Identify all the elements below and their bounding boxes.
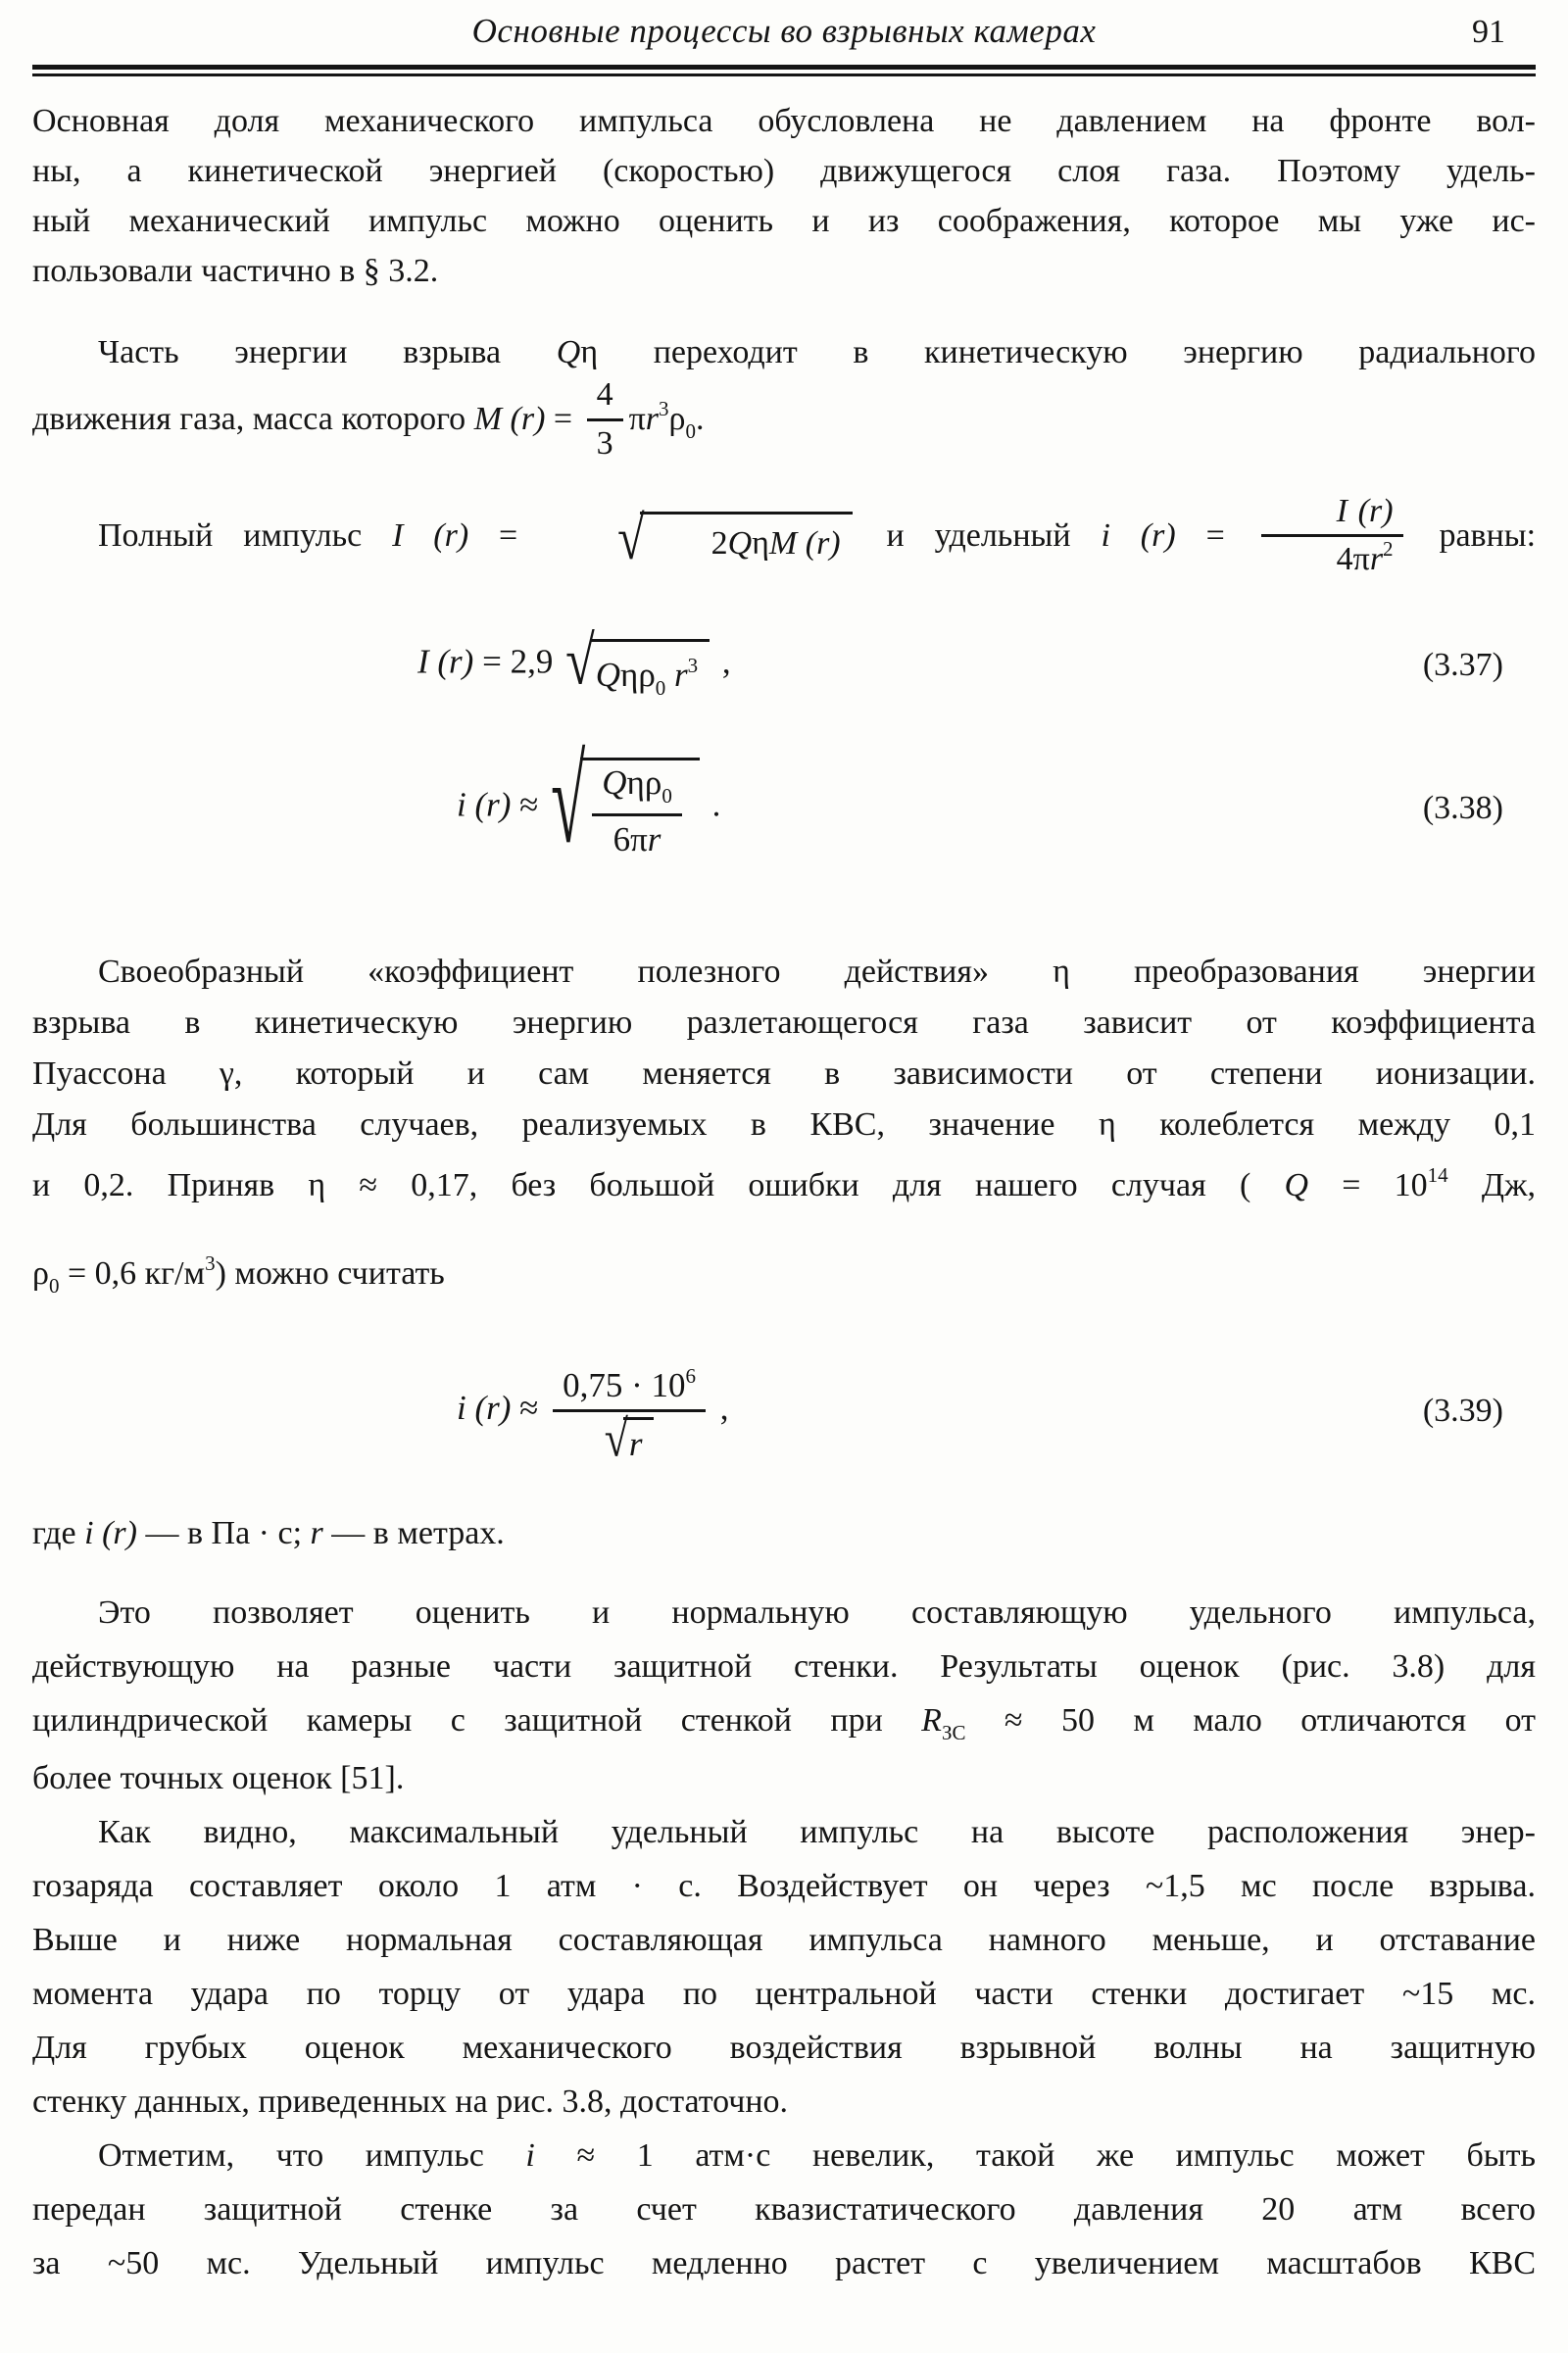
running-title: Основные процессы во взрывных камерах bbox=[471, 12, 1097, 50]
math-symbol: ρ bbox=[32, 1255, 49, 1293]
text-run: Отметим, что импульс bbox=[98, 2137, 484, 2175]
text-run: η переходит в кинетическую энергию радиального bbox=[580, 334, 1537, 370]
fraction bbox=[592, 762, 682, 860]
text-line bbox=[32, 1049, 1536, 1100]
superscript: 3 bbox=[658, 397, 669, 421]
math-var: r bbox=[310, 1515, 323, 1552]
text-line bbox=[32, 1100, 1536, 1151]
approx-sign: ≈ bbox=[519, 1389, 539, 1428]
superscript: 2 bbox=[1383, 537, 1394, 562]
text-run: за ~50 мс. Удельный импульс медленно растет с увеличением масштабов КВС bbox=[32, 2245, 1536, 2282]
text-run: и 0,2. Приняв η ≈ 0,17, без большой ошибки для нашего случая ( bbox=[32, 1167, 1251, 1204]
radicand: Qηρ$_0$ $r^3$ bbox=[590, 639, 710, 695]
equation-number: (3.39) bbox=[1422, 1393, 1503, 1430]
paragraph-5 bbox=[32, 1586, 1536, 1805]
equals-sign: = bbox=[553, 401, 573, 438]
radicand bbox=[640, 512, 853, 568]
math-var: i (r) bbox=[1101, 516, 1176, 554]
formula bbox=[457, 732, 721, 869]
text-run: и удельный bbox=[886, 516, 1071, 554]
text-run: Для грубых оценок механического воздействия взрывной волны на защитную bbox=[32, 2030, 1536, 2067]
fraction bbox=[553, 1355, 706, 1468]
paragraph-1 bbox=[32, 96, 1536, 296]
subscript: ЗС bbox=[941, 1721, 966, 1745]
text-line bbox=[32, 327, 1536, 377]
math-var: Q bbox=[1284, 1167, 1309, 1204]
text-line bbox=[32, 146, 1536, 196]
subscript: 0 bbox=[662, 784, 672, 809]
punctuation: . bbox=[711, 785, 721, 824]
denominator bbox=[553, 1409, 706, 1468]
math-var: I (r) bbox=[417, 642, 474, 681]
text-line bbox=[32, 1805, 1536, 1859]
math-symbol: ρ bbox=[668, 401, 686, 438]
subscript: 0 bbox=[48, 1274, 60, 1299]
equals-sign: = 2,9 bbox=[482, 642, 554, 681]
text-line bbox=[32, 1967, 1536, 2021]
text-run: Для большинства случаев, реализуемых в КВС, значение η колеблется между 0,1 bbox=[32, 1106, 1536, 1144]
text-run: Выше и ниже нормальная составляющая импульса намного меньше, и отставание bbox=[32, 1922, 1536, 1959]
text-run: Это позволяет оценить и нормальную составляющую удельного импульса, bbox=[98, 1594, 1536, 1632]
page-header bbox=[0, 12, 1568, 61]
radical-sign: √ bbox=[617, 503, 645, 572]
text-run: ≈ 1 атм·с невелик, такой же импульс может быть bbox=[576, 2137, 1537, 2175]
math-var: Q bbox=[727, 524, 753, 562]
equals-sign: = 10 bbox=[1342, 1167, 1428, 1204]
equation-number: (3.37) bbox=[1422, 646, 1503, 683]
text-run: Своеобразный «коэффициент полезного действия» η преобразования энергии bbox=[98, 954, 1536, 991]
math-coef: 2 bbox=[710, 524, 728, 562]
text-line bbox=[32, 246, 1536, 296]
text-run: — в метрах. bbox=[331, 1515, 505, 1552]
text-run: взрыва в кинетическую энергию разлетающегося газа зависит от коэффициента bbox=[32, 1005, 1536, 1042]
subscript: 0 bbox=[685, 419, 696, 444]
text-run: стенку данных, приведенных на рис. 3.8, достаточно. bbox=[32, 2083, 789, 2121]
text-run: цилиндрической камеры с защитной стенкой при bbox=[32, 1702, 883, 1740]
denominator: 6πr bbox=[592, 813, 682, 860]
text-line bbox=[32, 2075, 1536, 2129]
subscript: 0 bbox=[655, 676, 666, 701]
math-var: i (r) bbox=[457, 785, 512, 824]
text-line bbox=[32, 1913, 1536, 1967]
paragraph-2 bbox=[32, 327, 1536, 466]
superscript: 3 bbox=[205, 1251, 216, 1276]
text-line bbox=[32, 2021, 1536, 2075]
equation-number: (3.38) bbox=[1422, 789, 1503, 826]
square-root bbox=[604, 1409, 655, 1468]
square-root bbox=[552, 503, 853, 572]
text-line bbox=[32, 1859, 1536, 1913]
text-run: ) можно считать bbox=[215, 1255, 445, 1293]
header-rule bbox=[32, 65, 1536, 76]
math-var: r bbox=[645, 401, 659, 438]
text-line bbox=[32, 947, 1536, 998]
text-line-with-formula bbox=[32, 1249, 1536, 1302]
formula bbox=[417, 622, 731, 701]
denominator: 3 bbox=[587, 418, 623, 465]
radical-sign: √ bbox=[604, 1409, 628, 1468]
text-line bbox=[32, 2182, 1536, 2236]
superscript: 3 bbox=[687, 654, 699, 678]
where-clause bbox=[32, 1508, 1536, 1558]
approx-sign: ≈ bbox=[519, 785, 539, 824]
math-symbol: η bbox=[752, 524, 769, 562]
math-symbol: π bbox=[628, 401, 646, 438]
paragraph-7 bbox=[32, 2129, 1536, 2290]
math-var: i (r) bbox=[457, 1389, 512, 1428]
fraction bbox=[587, 375, 623, 465]
equation-3-39 bbox=[32, 1357, 1536, 1468]
text-line bbox=[32, 1751, 1536, 1805]
equals-sign: = 0,6 кг/м bbox=[67, 1255, 206, 1293]
text-line bbox=[32, 96, 1536, 146]
punctuation: , bbox=[721, 642, 731, 681]
text-run: момента удара по торцу от удара по центральной части стенки достигает ~15 мс. bbox=[32, 1976, 1536, 2013]
square-root bbox=[551, 732, 700, 869]
square-root bbox=[565, 622, 710, 701]
text-run: гозаряда составляет около 1 атм · с. Воздействует он через ~1,5 мс после взрыва. bbox=[32, 1868, 1536, 1905]
math-var: M (r) bbox=[768, 524, 841, 562]
superscript: 6 bbox=[685, 1364, 697, 1389]
text-line-with-formula bbox=[32, 377, 1536, 466]
text-line bbox=[32, 2236, 1536, 2290]
radicand bbox=[580, 758, 700, 862]
text-line-with-formula bbox=[32, 2129, 1536, 2182]
formula bbox=[457, 1357, 729, 1468]
text-run: Пуассона γ, который и сам меняется в зависимости от степени ионизации. bbox=[32, 1055, 1536, 1093]
paragraph-4 bbox=[32, 947, 1536, 1302]
radical-sign: √ bbox=[551, 732, 586, 869]
text-run: Полный импульс bbox=[98, 516, 363, 554]
text-run: более точных оценок [51]. bbox=[32, 1760, 405, 1797]
text-run: — в Па · с; bbox=[145, 1515, 303, 1552]
text-run: где bbox=[32, 1515, 76, 1552]
text-run: Основная доля механического импульса обусловлена не давлением на фронте вол- bbox=[32, 103, 1536, 139]
math-var: Q bbox=[556, 334, 581, 370]
numerator: I (r) bbox=[1336, 492, 1394, 529]
fraction bbox=[1261, 492, 1403, 581]
text-run: ≈ 50 м мало отличаются от bbox=[1004, 1702, 1536, 1740]
numerator: Qηρ$_0$ bbox=[602, 763, 672, 809]
page-number: 91 bbox=[1472, 14, 1505, 50]
math-var: i bbox=[525, 2137, 535, 2175]
text-line bbox=[32, 1640, 1536, 1693]
paragraph-6 bbox=[32, 1805, 1536, 2129]
text-run: Как видно, максимальный удельный импульс на высоте расположения энер- bbox=[98, 1814, 1536, 1851]
page-body bbox=[0, 96, 1568, 2290]
text-line-with-formula bbox=[32, 1508, 1536, 1558]
text-run: ный механический импульс можно оценить и из соображения, которое мы уже ис- bbox=[32, 203, 1536, 239]
text-run: ны, а кинетической энергией (скоростью) движущегося слоя газа. Поэтому удель- bbox=[32, 153, 1536, 189]
math-var: M (r) bbox=[473, 401, 546, 438]
math-var: R bbox=[921, 1702, 942, 1740]
text-line bbox=[32, 998, 1536, 1049]
equals-sign: = bbox=[499, 516, 518, 554]
text-run: Дж, bbox=[1481, 1167, 1537, 1204]
text-line bbox=[32, 1586, 1536, 1640]
text-run: Часть энергии взрыва bbox=[98, 334, 502, 370]
text-line bbox=[32, 196, 1536, 246]
numerator: 4 bbox=[596, 376, 613, 413]
punctuation: , bbox=[719, 1389, 729, 1428]
numerator: $0,75 \cdot 10^6$ bbox=[563, 1364, 697, 1405]
text-run: движения газа, масса которого bbox=[32, 401, 466, 438]
text-line-with-formula bbox=[32, 1693, 1536, 1751]
math-var: i (r) bbox=[84, 1515, 137, 1552]
text-run: равны: bbox=[1439, 516, 1537, 554]
text-run: передан защитной стенке за счет квазистатического давления 20 атм всего bbox=[32, 2191, 1536, 2229]
equation-3-37 bbox=[32, 622, 1536, 701]
text-run: пользовали частично в § 3.2. bbox=[32, 253, 439, 289]
text-line-with-formula bbox=[32, 1160, 1536, 1214]
text-line-with-formula bbox=[32, 494, 1536, 583]
text-run: . bbox=[695, 401, 705, 438]
equation-3-38 bbox=[32, 732, 1536, 869]
radicand: r bbox=[623, 1417, 655, 1465]
denominator: $4\pi r^2$ bbox=[1261, 534, 1403, 580]
equals-sign: = bbox=[1205, 516, 1225, 554]
math-var: I (r) bbox=[392, 516, 469, 554]
text-run: действующую на разные части защитной стенки. Результаты оценок (рис. 3.8) для bbox=[32, 1648, 1536, 1686]
radical-sign: √ bbox=[565, 622, 595, 700]
paragraph-3 bbox=[32, 494, 1536, 583]
superscript: 14 bbox=[1427, 1163, 1448, 1188]
